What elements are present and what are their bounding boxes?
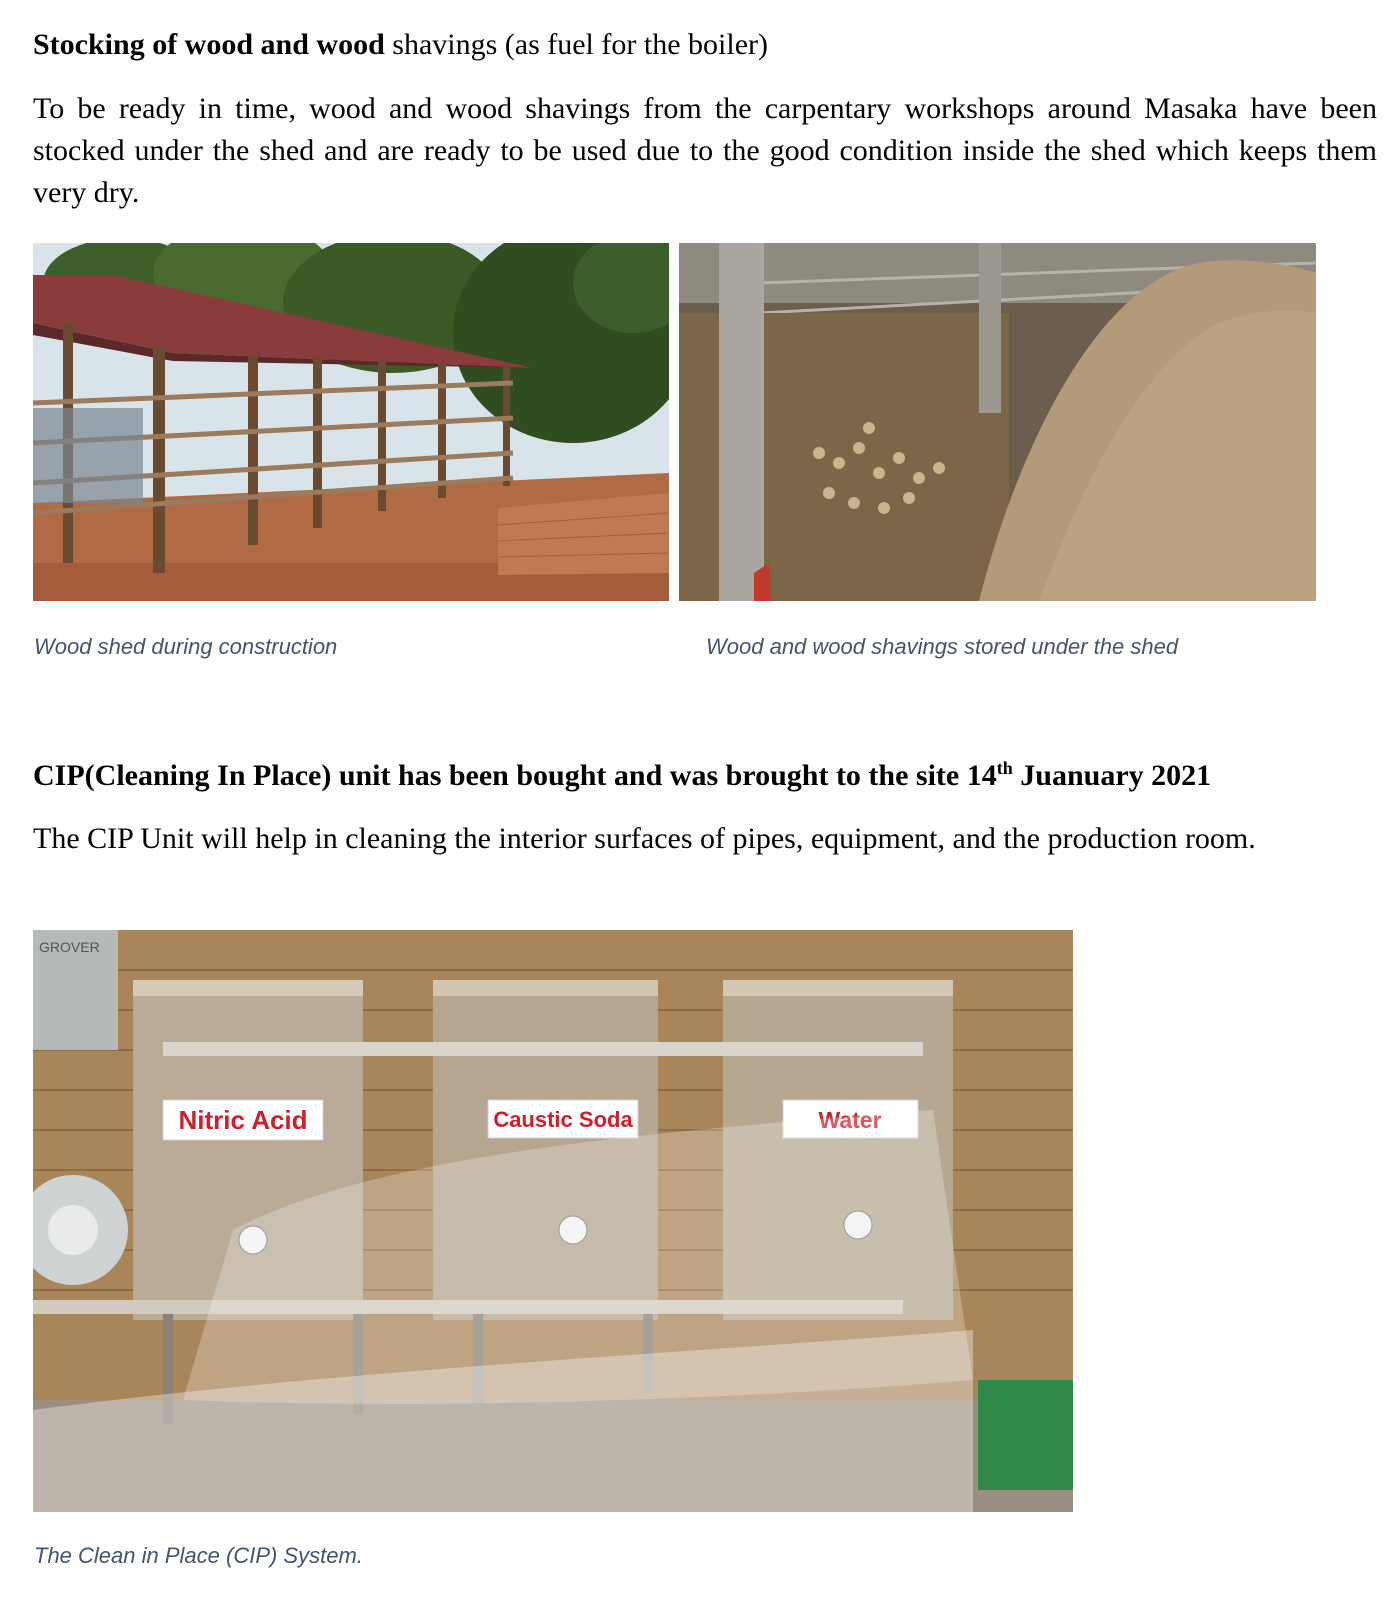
cip-heading-suffix: Juanuary 2021 — [1012, 759, 1212, 792]
wood-stocking-paragraph: To be ready in time, wood and wood shavings from the carpentary workshops around Masaka have been stocked under the shed and are ready to be used due to the good condition inside the shed which keeps them very dry. — [33, 92, 1377, 209]
cip-sign-text: GROVER — [39, 939, 100, 955]
tank-label-water: Water — [818, 1107, 882, 1133]
caption-wood-shed: Wood shed during construction — [34, 634, 338, 659]
cip-heading-ordinal: th — [996, 758, 1013, 778]
caption-cip-system: The Clean in Place (CIP) System. — [34, 1543, 363, 1568]
cip-system-photo — [33, 930, 1073, 1512]
section-heading-wood-stocking — [33, 27, 768, 63]
heading-regular-part: shavings (as fuel for the boiler) — [384, 28, 768, 61]
section-heading-cip — [33, 758, 1211, 794]
cip-heading-prefix: CIP(Cleaning In Place) unit has been bought and was brought to the site 14 — [33, 759, 997, 792]
tank-label-nitric-acid: Nitric Acid — [178, 1105, 308, 1135]
wood-shavings-photo — [679, 243, 1316, 601]
caption-wood-shavings: Wood and wood shavings stored under the shed — [706, 634, 1179, 659]
wood-shed-construction-photo — [33, 243, 669, 601]
tank-label-caustic-soda: Caustic Soda — [493, 1107, 633, 1132]
heading-bold-part: Stocking of wood and wood — [33, 28, 385, 61]
cip-paragraph: The CIP Unit will help in cleaning the interior surfaces of pipes, equipment, and the production room. — [33, 822, 1256, 855]
